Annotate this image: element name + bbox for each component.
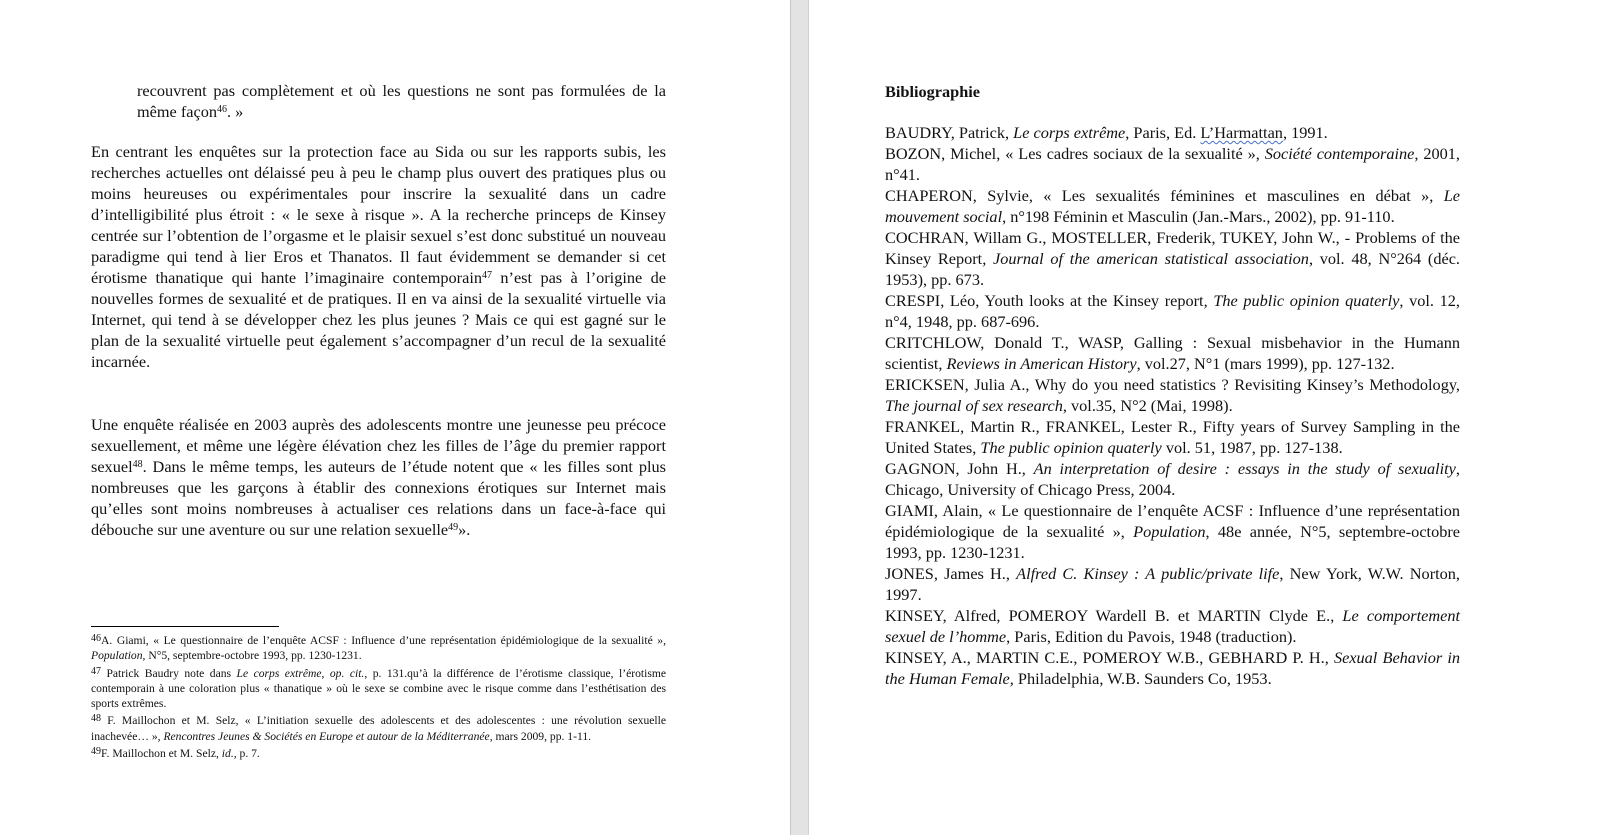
- bib-entry: GAGNON, John H., An interpretation of desire : essays in the study of sexuality, Chicago, University of Chicago Press, 2004.: [885, 459, 1460, 499]
- bib-entry: CRITCHLOW, Donald T., WASP, Galling : Sexual misbehavior in the Humann scientist, Reviews in American History, vol.27, N°1 (mars 1999), pp. 127-132.: [885, 333, 1460, 373]
- bib-entry: COCHRAN, Willam G., MOSTELLER, Frederik, TUKEY, John W., - Problems of the Kinsey Report, Journal of the american statistical association, vol. 48, N°264 (déc. 1953), pp. 673.: [885, 228, 1460, 289]
- bib-entry: BOZON, Michel, « Les cadres sociaux de la sexualité », Société contemporaine, 2001, n°41.: [885, 144, 1460, 184]
- bib-entry: FRANKEL, Martin R., FRANKEL, Lester R., Fifty years of Survey Sampling in the United States, The public opinion quaterly vol. 51, 1987, pp. 127-138.: [885, 417, 1460, 457]
- document-page-left: [0, 0, 790, 835]
- bib-entry: KINSEY, Alfred, POMEROY Wardell B. et MARTIN Clyde E., Le comportement sexuel de l’homme, Paris, Edition du Pavois, 1948 (traduction).: [885, 606, 1460, 646]
- footnote-47: $^{47}$ Patrick Baudry note dans Le corps extrême, op. cit., p. 131.qu’à la différence de l’érotisme classique, l’érotisme contemporain à une coloration plus « thanatique » où le sexe se combine avec le risque comme dans l’esthétisation des sports extrêmes.: [91, 665, 667, 710]
- quote-paragraph: recouvrent pas complètement et où les questions ne sont pas formulées de la même façon$^{46}$. »: [137, 81, 666, 121]
- bibliography-heading: Bibliographie: [885, 82, 980, 101]
- footnote-ref-48[interactable]: 48: [132, 459, 143, 470]
- footnote-ref-46[interactable]: 46: [217, 104, 228, 115]
- footnote-ref-47[interactable]: 47: [482, 270, 492, 281]
- bib-entry: CRESPI, Léo, Youth looks at the Kinsey report, The public opinion quaterly, vol. 12, n°4, 1948, pp. 687-696.: [885, 291, 1460, 331]
- footnote-separator: [91, 626, 279, 627]
- spellcheck-flagged-word[interactable]: L’Harmattan: [1200, 123, 1283, 142]
- bib-entry: CHAPERON, Sylvie, « Les sexualités féminines et masculines en débat », Le mouvement social, n°198 Féminin et Masculin (Jan.-Mars., 2002), pp. 91-110.: [885, 186, 1460, 226]
- bib-entry: GIAMI, Alain, « Le questionnaire de l’enquête ACSF : Influence d’une représentation épidémiologique de la sexualité », Population, 48e année, N°5, septembre-octobre 1993, pp. 1230-1231.: [885, 501, 1460, 562]
- footnote-ref-49[interactable]: 49: [448, 522, 459, 533]
- block-quote-end: [137, 80, 666, 122]
- page-gap: [790, 0, 809, 835]
- body-paragraph-2: Une enquête réalisée en 2003 auprès des adolescents montre une jeunesse peu précoce sexuellement, et même une légère élévation chez les filles de l’âge du premier rapport sexuel$^{48}$. Dans le même temps, les auteurs de l’étude notent que « les filles sont plus nombreuses que les garçons à établir des connexions érotiques sur Internet mais qu’elles sont moins nombreuses à actualiser ces relations dans un face-à-face qui débouche sur une aventure ou sur une relation sexuelle$^{49}$».: [91, 415, 666, 539]
- bibliography-list: [885, 122, 1460, 689]
- footnote-49: $^{49}$F. Maillochon et M. Selz, id., p. 7.: [91, 745, 260, 760]
- document-page-right: [809, 0, 1600, 835]
- bib-entry: ERICKSEN, Julia A., Why do you need statistics ? Revisiting Kinsey’s Methodology, The journal of sex research, vol.35, N°2 (Mai, 1998).: [885, 375, 1460, 415]
- footnote-46: $^{46}$A. Giami, « Le questionnaire de l’enquête ACSF : Influence d’une représentation épidémiologique de la sexualité », Population, N°5, septembre-octobre 1993, pp. 1230-1231.: [91, 633, 666, 663]
- footnotes: [91, 633, 666, 763]
- body-paragraph-1: En centrant les enquêtes sur la protection face au Sida ou sur les rapports subis, les recherches actuelles ont délaissé peu à peu le champ plus ouvert des pratiques plus ou moins heureuses ou expérimentales pour inscrire la sexualité dans un cadre d’intelligibilité plus étroit : « le sexe à risque ». A la recherche princeps de Kinsey centrée sur l’obtention de l’orgasme et le plaisir sexuel s’est donc substitué un nouveau paradigme qui tend à lier Eros et Thanatos. Il faut évidemment se demander si cet érotisme thanatique qui hante l’imaginaire contemporain$^{47}$ n’est pas à l’origine de nouvelles formes de sexualité et de pratiques. Il en va ainsi de la sexualité virtuelle via Internet, qui tend à se développer chez les plus jeunes ? Mais ce qui est gagné sur le plan de la sexualité virtuelle peut également s’accompagner d’un recul de la sexualité incarnée.: [91, 142, 666, 371]
- bib-entry: KINSEY, A., MARTIN C.E., POMEROY W.B., GEBHARD P. H., Sexual Behavior in the Human Female, Philadelphia, W.B. Saunders Co, 1953.: [885, 648, 1460, 688]
- bib-entry: BAUDRY, Patrick, Le corps extrême, Paris, Ed. L’Harmattan, 1991.: [885, 123, 1328, 142]
- bib-entry: JONES, James H., Alfred C. Kinsey : A public/private life, New York, W.W. Norton, 1997.: [885, 564, 1460, 604]
- footnote-48: $^{48}$ F. Maillochon et M. Selz, « L’initiation sexuelle des adolescents et des adolescentes : une révolution sexuelle inachevée… », Rencontres Jeunes & Sociétés en Europe et autour de la Méditerranée, mars 2009, pp. 1-11.: [91, 713, 666, 743]
